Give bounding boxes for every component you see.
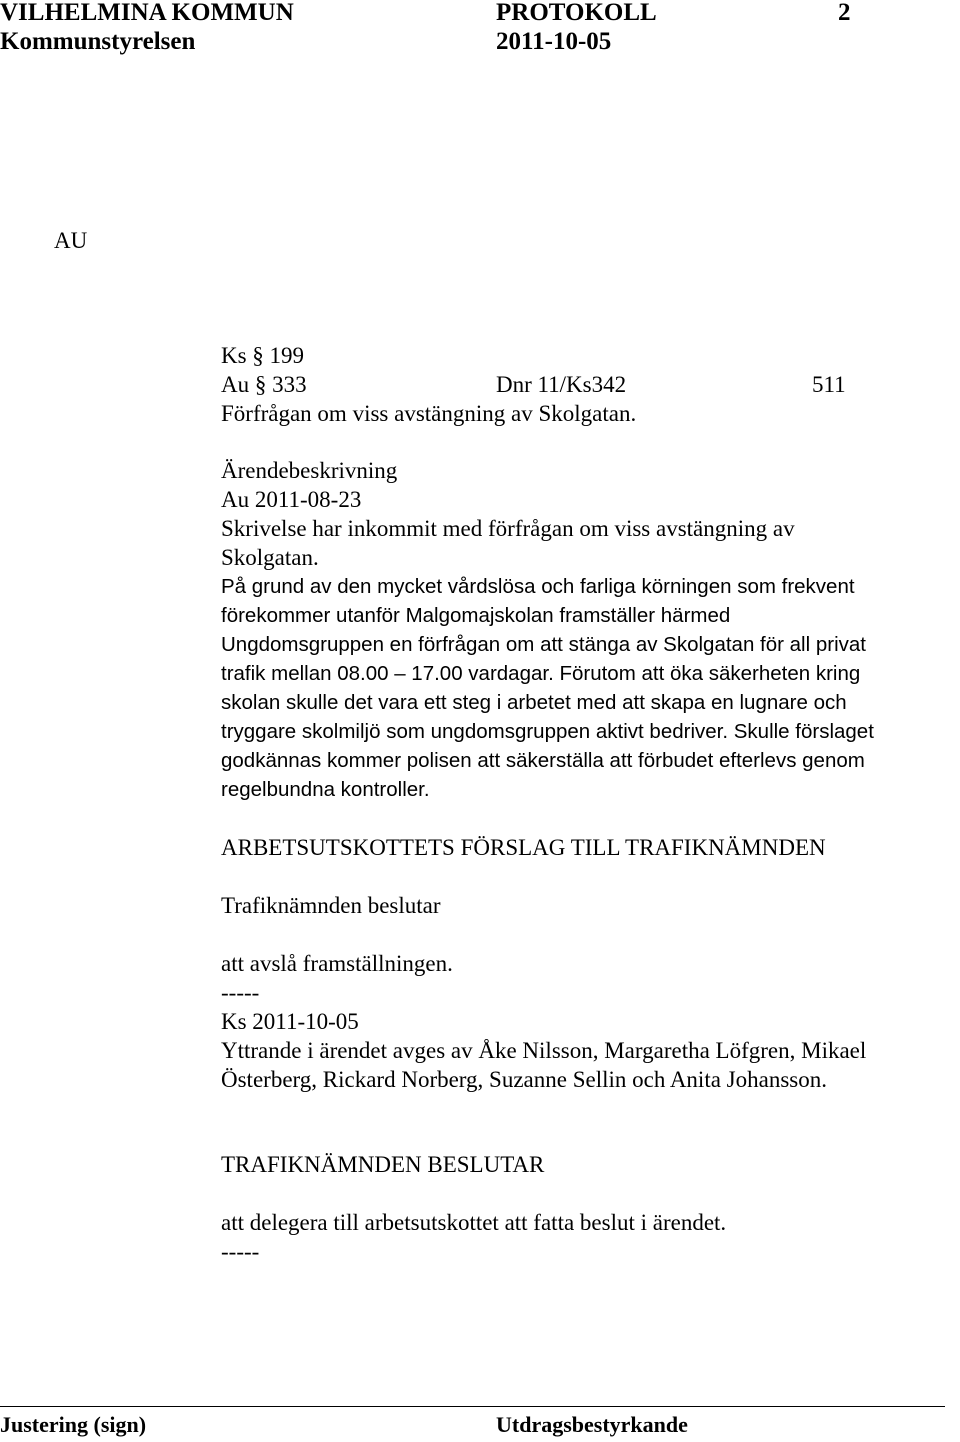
au-label: AU — [54, 228, 88, 253]
protocol-date: 2011-10-05 — [496, 28, 612, 55]
case-title: Förfrågan om viss avstängning av Skolgatan. — [221, 401, 637, 426]
diary-number: Dnr 11/Ks342 — [496, 372, 627, 397]
statement-line-2: Österberg, Rickard Norberg, Suzanne Sellin och Anita Johansson. — [221, 1067, 827, 1092]
intro-line-2: Skolgatan. — [221, 545, 319, 570]
letter-line-2: förekommer utanför Malgomajskolan framställer härmed — [221, 604, 731, 627]
letter-line-1: På grund av den mycket vårdslösa och farliga körningen som frekvent — [221, 575, 855, 598]
description-heading: Ärendebeskrivning — [221, 458, 398, 483]
page-number: 2 — [838, 0, 851, 26]
case-code: 511 — [812, 372, 846, 397]
ks-paragraph: Ks § 199 — [221, 343, 305, 368]
ks-meeting-date: Ks 2011-10-05 — [221, 1009, 359, 1034]
signature-line — [0, 1406, 945, 1407]
letter-line-3: Ungdomsgruppen en förfrågan om att stänga av Skolgatan för all privat — [221, 633, 866, 656]
document-type: PROTOKOLL — [496, 0, 657, 26]
au-proposal-heading: ARBETSUTSKOTTETS FÖRSLAG TILL TRAFIKNÄMNDEN — [221, 835, 826, 860]
separator-1: ----- — [221, 980, 260, 1005]
separator-2: ----- — [221, 1239, 260, 1264]
letter-line-4: trafik mellan 08.00 – 17.00 vardagar. Förutom att öka säkerheten kring — [221, 662, 861, 685]
organization-name: VILHELMINA KOMMUN — [0, 0, 294, 26]
letter-line-8: regelbundna kontroller. — [221, 778, 430, 801]
letter-line-5: skolan skulle det vara ett steg i arbetet med att skapa en lugnare och — [221, 691, 847, 714]
final-decision-heading: TRAFIKNÄMNDEN BESLUTAR — [221, 1152, 545, 1177]
decides-line: Trafiknämnden beslutar — [221, 893, 441, 918]
letter-line-6: tryggare skolmiljö som ungdomsgruppen aktivt bedriver. Skulle förslaget — [221, 720, 874, 743]
utdrag-label: Utdragsbestyrkande — [496, 1412, 688, 1437]
au-paragraph: Au § 333 — [221, 372, 307, 397]
statement-line-1: Yttrande i ärendet avges av Åke Nilsson, Margaretha Löfgren, Mikael — [221, 1038, 867, 1063]
letter-line-7: godkännas kommer polisen att säkerställa att förbudet efterlevs genom — [221, 749, 865, 772]
description-au-date: Au 2011-08-23 — [221, 487, 362, 512]
au-proposal-decision: att avslå framställningen. — [221, 951, 453, 976]
intro-line-1: Skrivelse har inkommit med förfrågan om viss avstängning av — [221, 516, 795, 541]
committee-name: Kommunstyrelsen — [0, 28, 196, 55]
justering-label: Justering (sign) — [0, 1412, 147, 1437]
final-decision-text: att delegera till arbetsutskottet att fatta beslut i ärendet. — [221, 1210, 727, 1235]
